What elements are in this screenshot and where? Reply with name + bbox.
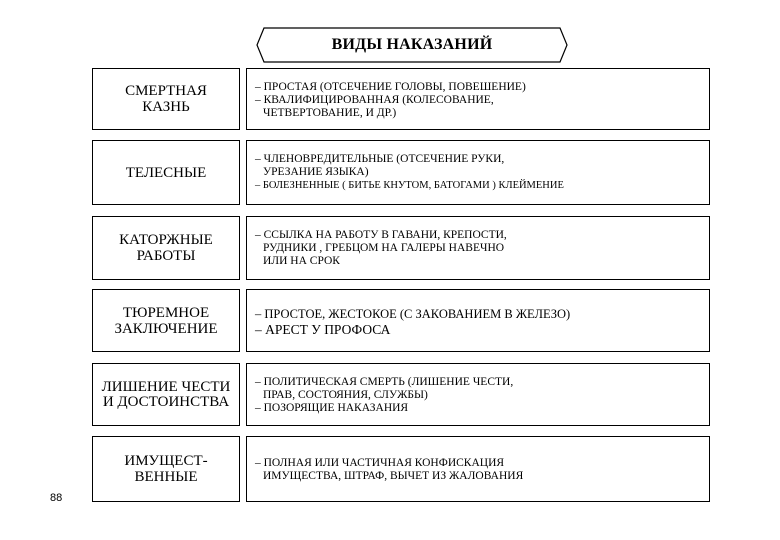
punishment-type-label: СМЕРТНАЯ КАЗНЬ [125,83,207,115]
punishment-type-imprisonment [92,289,240,352]
detail-line: – ПРОСТАЯ (ОТСЕЧЕНИЕ ГОЛОВЫ, ПОВЕШЕНИЕ) [255,81,526,93]
detail-line: ЧЕТВЕРТОВАНИЕ, И ДР.) [263,107,397,119]
punishment-details-loss-of-honor [246,363,710,426]
detail-line: ПРАВ, СОСТОЯНИЯ, СЛУЖБЫ) [263,389,428,401]
punishment-type-property [92,436,240,502]
punishment-details-property [246,436,710,502]
punishment-details-death-penalty [246,68,710,130]
detail-line: – ПОЛИТИЧЕСКАЯ СМЕРТЬ (ЛИШЕНИЕ ЧЕСТИ, [255,376,514,388]
punishment-type-label: ИМУЩЕСТ-ВЕННЫЕ [124,453,208,485]
punishment-type-label: ТЮРЕМНОЕ ЗАКЛЮЧЕНИЕ [114,304,218,337]
page-title: ВИДЫ НАКАЗАНИЙ [331,36,493,53]
detail-line: – ЧЛЕНОВРЕДИТЕЛЬНЫЕ (ОТСЕЧЕНИЕ РУКИ, [255,153,505,165]
detail-line: – ПОЛНАЯ ИЛИ ЧАСТИЧНАЯ КОНФИСКАЦИЯ [255,457,505,469]
punishment-type-death-penalty [92,68,240,130]
detail-line: РУДНИКИ , ГРЕБЦОМ НА ГАЛЕРЫ НАВЕЧНО [263,242,505,254]
punishment-type-label: ЛИШЕНИЕ ЧЕСТИ И ДОСТОИНСТВА [101,378,231,410]
punishment-type-loss-of-honor [92,363,240,426]
detail-line: – ПОЗОРЯЩИЕ НАКАЗАНИЯ [255,402,409,414]
detail-line: ИМУЩЕСТВА, ШТРАФ, ВЫЧЕТ ИЗ ЖАЛОВАНИЯ [263,470,524,482]
detail-line: – БОЛЕЗНЕННЫЕ ( БИТЬЕ КНУТОМ, БАТОГАМИ ) КЛЕЙМЕНИЕ [255,180,564,191]
punishment-details-imprisonment [246,289,710,352]
punishment-type-label: ТЕЛЕСНЫЕ [125,164,207,181]
detail-line: – АРЕСТ У ПРОФОСА [255,322,391,337]
punishment-type-label: КАТОРЖНЫЕ РАБОТЫ [119,232,213,264]
detail-line: – КВАЛИФИЦИРОВАННАЯ (КОЛЕСОВАНИЕ, [255,94,494,106]
detail-line: – ССЫЛКА НА РАБОТУ В ГАВАНИ, КРЕПОСТИ, [255,229,507,241]
detail-line: – ПРОСТОЕ, ЖЕСТОКОЕ (С ЗАКОВАНИЕМ В ЖЕЛЕЗО) [255,307,571,321]
title-banner [256,27,568,63]
punishment-type-penal-labor [92,216,240,280]
punishment-details-penal-labor [246,216,710,280]
punishment-details-corporal [246,140,710,205]
detail-line: ИЛИ НА СРОК [263,255,340,267]
detail-line: УРЕЗАНИЕ ЯЗЫКА) [263,166,369,178]
punishment-type-corporal [92,140,240,205]
page-number: 88 [50,492,63,504]
